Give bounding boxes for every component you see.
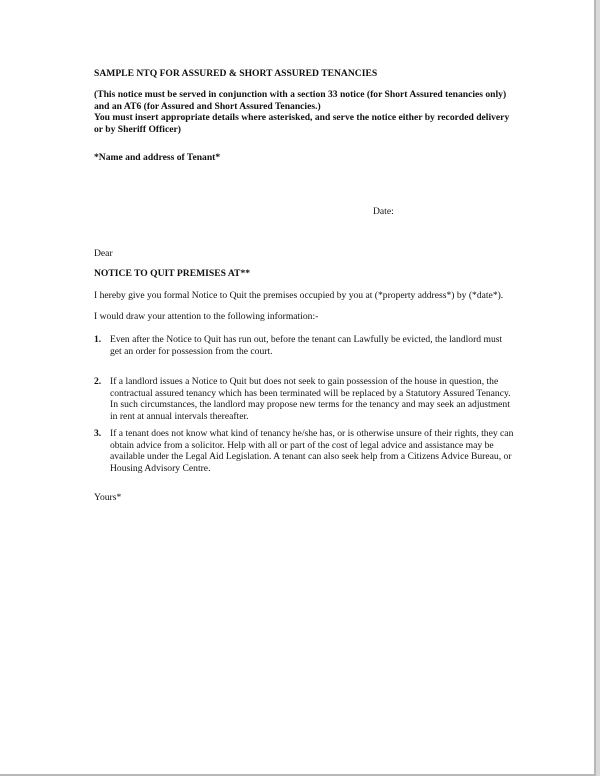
list-item-text: Even after the Notice to Quit has run out, before the tenant can Lawfully be evicted, the landlord must get an order for possession from the court.: [110, 334, 503, 357]
intro-line-2: You must insert appropriate details where asterisked, and serve the notice either by recorded delivery or by Sheriff Officer): [94, 112, 510, 135]
closing: Yours*: [94, 492, 122, 503]
list-item-number: 2.: [94, 376, 102, 387]
intro-instructions: [94, 89, 519, 135]
information-intro: I would draw your attention to the following information:-: [94, 311, 319, 322]
list-item-number: 3.: [94, 428, 102, 439]
intro-line-1: (This notice must be served in conjunction with a section 33 notice (for Short Assured tenancies only) and an AT6 (for Assured and Short Assured Tenancies.): [94, 89, 507, 112]
date-label: Date:: [373, 206, 394, 217]
list-item-text: If a tenant does not know what kind of tenancy he/she has, or is otherwise unsure of their rights, they can obtain advice from a solicitor. Help with all or part of the cost of legal advice and assistance may be available under the Legal Aid Legislation. A tenant can also seek help from a Citizens Advice Bureau, or Housing Advisory Centre.: [110, 428, 514, 474]
list-item-text: If a landlord issues a Notice to Quit but does not seek to gain possession of the house in question, the contractual assured tenancy which has been terminated will be replaced by a Statutory Assured Tenancy. In such circumstances, the landlord may propose new terms for the tenancy and may seek an adjustment in rent at annual intervals thereafter.: [110, 376, 511, 422]
tenant-label: *Name and address of Tenant*: [94, 152, 221, 163]
notice-paragraph: I hereby give you formal Notice to Quit the premises occupied by you at (*property address*) by (*date*).: [94, 290, 504, 301]
document-title: SAMPLE NTQ FOR ASSURED & SHORT ASSURED TENANCIES: [94, 68, 378, 79]
notice-heading: NOTICE TO QUIT PREMISES AT**: [94, 268, 251, 279]
list-item-number: 1.: [94, 334, 102, 345]
salutation: Dear: [94, 248, 113, 259]
